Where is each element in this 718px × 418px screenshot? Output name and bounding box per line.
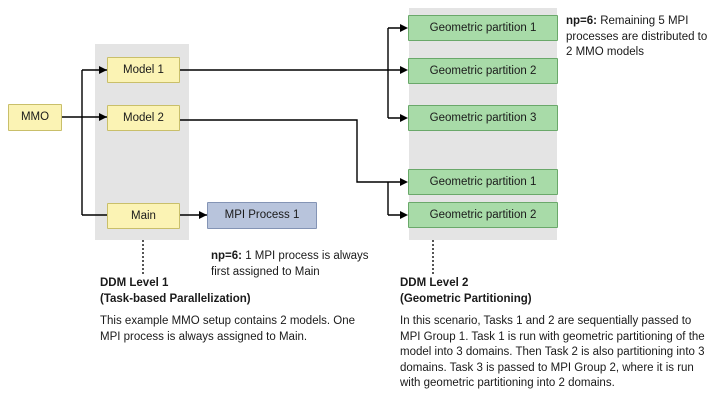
node-geometric-partition-a1-label: Geometric partition 1 (429, 21, 537, 34)
node-geometric-partition-a2[interactable] (408, 58, 558, 84)
node-geometric-partition-b2-label: Geometric partition 2 (429, 208, 537, 221)
node-geometric-partition-b2[interactable] (408, 202, 558, 228)
node-main-label: Main (131, 209, 156, 222)
annotation-np6-middle-bold: np=6: (211, 250, 242, 262)
dotted-leader-level-1 (142, 240, 144, 274)
ddm-level-2-title-line2: (Geometric Partitioning) (400, 292, 532, 305)
node-mpi-process-1-label: MPI Process 1 (224, 209, 300, 222)
node-mpi-process-1[interactable] (207, 202, 317, 229)
annotation-np6-middle-text: 1 MPI process is always first assigned to Main (211, 250, 369, 278)
ddm-level-1-body: This example MMO setup contains 2 models. One MPI process is always assigned to Main. (100, 315, 356, 343)
node-model-1-label: Model 1 (123, 63, 164, 76)
node-mmo[interactable] (8, 104, 62, 131)
ddm-level-1-title-line1: DDM Level 1 (100, 277, 169, 289)
ddm-level-2-body: In this scenario, Tasks 1 and 2 are sequentially passed to MPI Group 1. Task 1 is run with geometric partitioning of the model into 3 domains. Then Task 2 is also partitioning into 3 domains. Task 3 is passed to MPI Group 2, where it is run with geometric partitioning into 2 domains. (400, 315, 705, 390)
node-geometric-partition-b1-label: Geometric partition 1 (429, 175, 537, 188)
ddm-level-1-title (100, 276, 290, 307)
node-geometric-partition-a2-label: Geometric partition 2 (429, 64, 537, 77)
ddm-level-2-title (400, 276, 620, 307)
annotation-np6-top-text: Remaining 5 MPI processes are distributed to 2 MMO models (566, 15, 708, 59)
node-geometric-partition-b1[interactable] (408, 169, 558, 195)
dotted-leader-level-2 (432, 240, 434, 274)
node-main[interactable] (107, 203, 180, 229)
node-model-1[interactable] (107, 57, 180, 83)
annotation-np6-top (566, 14, 712, 61)
annotation-np6-top-bold: np=6: (566, 15, 597, 27)
node-mmo-label: MMO (20, 111, 50, 124)
ddm-level-1-title-line2: (Task-based Parallelization) (100, 292, 251, 305)
node-model-2-label: Model 2 (123, 111, 164, 124)
node-geometric-partition-a1[interactable] (408, 15, 558, 41)
node-geometric-partition-a3-label: Geometric partition 3 (429, 111, 537, 124)
node-geometric-partition-a3[interactable] (408, 105, 558, 131)
ddm-level-2-title-line1: DDM Level 2 (400, 277, 469, 289)
node-model-2[interactable] (107, 105, 180, 131)
